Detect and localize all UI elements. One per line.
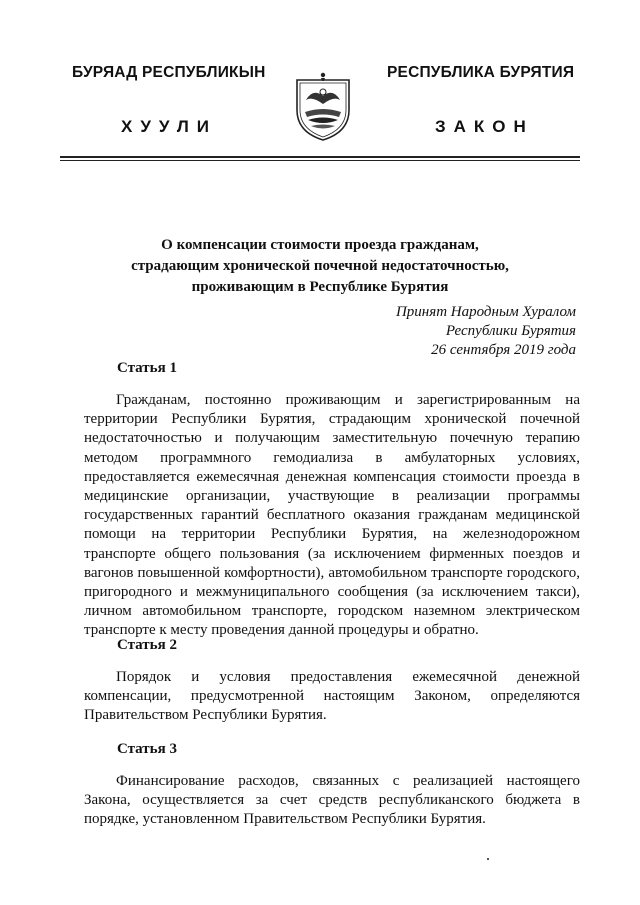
article-3-heading: Статья 3 [117, 741, 177, 757]
header-divider-thin [60, 160, 580, 161]
adoption-note [396, 303, 576, 360]
article-2-heading: Статья 2 [117, 637, 177, 653]
header-right-subtitle: ЗАКОН [435, 117, 534, 136]
law-title-line: проживающим в Республике Бурятия [191, 279, 449, 295]
article-3-text: Финансирование расходов, связанных с реализацией настоящего Закона, осуществляется за счет средств республиканского бюджета в порядке, установленном Правительством Республики Бурятия. [84, 773, 580, 828]
header-left-subtitle: ХУУЛИ [121, 117, 217, 136]
article-1-heading: Статья 1 [117, 360, 177, 376]
header-divider-thick [60, 156, 580, 158]
adoption-date: 26 сентября 2019 года [431, 342, 576, 358]
adoption-line: Принят Народным Хуралом [395, 304, 576, 320]
adoption-line: Республики Бурятия [445, 323, 576, 339]
law-title-line: О компенсации стоимости проезда гражданам, [161, 237, 479, 253]
coat-of-arms-icon [293, 70, 353, 142]
article-2-text: Порядок и условия предоставления ежемесячной денежной компенсации, предусмотренной настоящим Законом, определяются Правительством Республики Бурятия. [84, 669, 580, 724]
law-title-line: страдающим хронической почечной недостаточностью, [131, 258, 509, 274]
scan-speck [487, 858, 489, 860]
article-1-text: Гражданам, постоянно проживающим и зарегистрированным на территории Республики Бурятия, страдающим хронической почечной недостаточностью и получающим заместительную почечную терапию методом программного гемодиализа в амбулаторных условиях, предоставляется ежемесячная денежная компенсация стоимости проезда в медицинские организации, участвующие в реализации программы государственных гарантий бесплатного оказания гражданам медицинской помощи на территории Республики Бурятия, на железнодорожном транспорте общего пользования (за исключением фирменных поездов и вагонов повышенной комфортности), автомобильном транспорте городского, пригородного и межмуниципального сообщения (за исключением такси), личном автомобильном транспорте, городском наземном электрическом транспорте к месту проведения данной процедуры и обратно. [84, 392, 580, 639]
law-title [100, 235, 540, 298]
header-left-title: БУРЯАД РЕСПУБЛИКЫН [72, 64, 266, 81]
header-right-title: РЕСПУБЛИКА БУРЯТИЯ [387, 64, 575, 81]
